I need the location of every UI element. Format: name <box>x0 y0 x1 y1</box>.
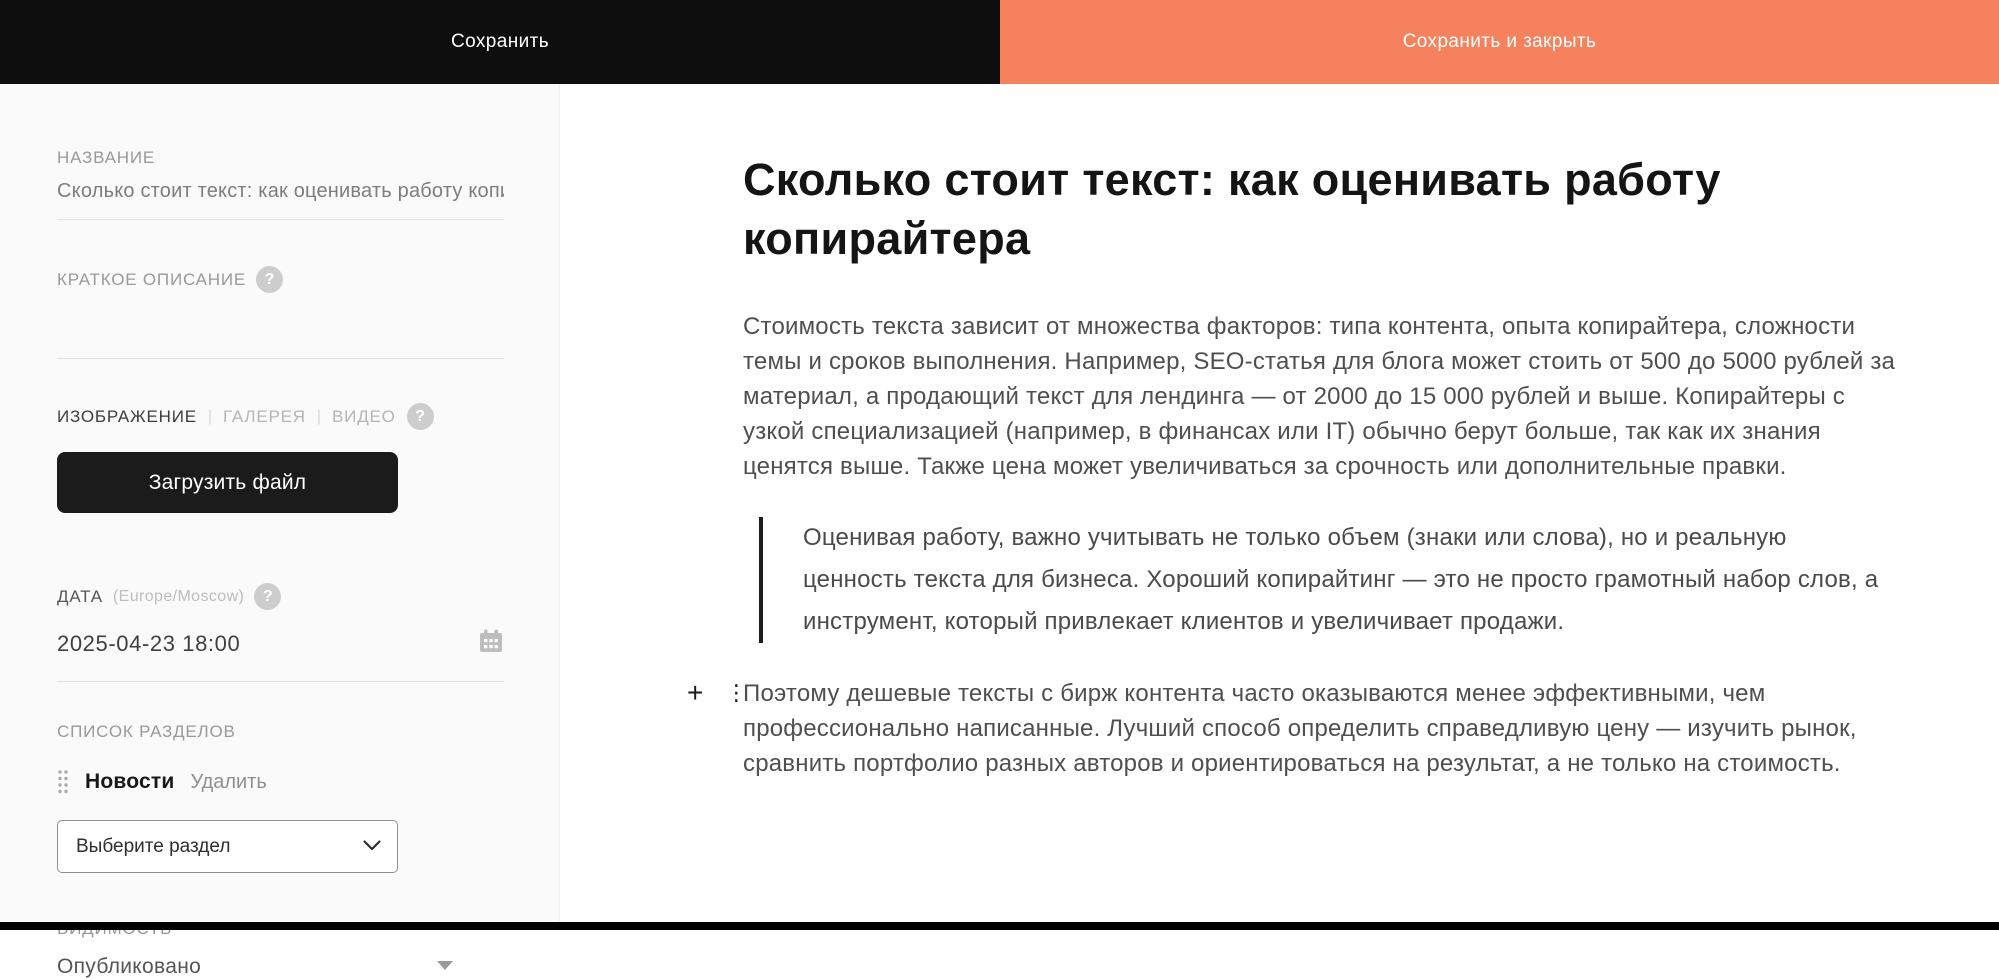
article-editor <box>560 84 1999 930</box>
upload-file-button[interactable]: Загрузить файл <box>57 452 398 513</box>
sections-list-label: СПИСОК РАЗДЕЛОВ <box>57 722 236 741</box>
article-paragraph[interactable]: Поэтому дешевые тексты с бирж контента часто оказываются менее эффективными, чем профессионально написанные. Лучший способ определить справедливую цену — изучить рынок, сравнить портфолио разных авторов и ориентироваться на результат, а не только на стоимость. <box>743 679 1857 777</box>
article-paragraph[interactable]: Стоимость текста зависит от множества факторов: типа контента, опыта копирайтера, сложности темы и сроков выполнения. Например, SEO-статья для блога может стоить от 500 до 5000 рублей за материал, а продающий текст для лендинга — от 2000 до 15 000 рублей и выше. Копирайтеры с узкой специализацией (например, в финансах или IT) обычно берут больше, так как их знания ценятся выше. Также цена может увеличиваться за срочность или дополнительные правки. <box>743 312 1896 480</box>
section-delete-link[interactable]: Удалить <box>190 770 267 793</box>
help-icon[interactable]: ? <box>407 403 434 430</box>
help-icon[interactable]: ? <box>256 266 283 293</box>
visibility-value: Опубликовано <box>57 955 202 978</box>
section-select-value: Выберите раздел <box>76 835 231 857</box>
add-block-icon[interactable]: + <box>687 677 704 709</box>
description-input[interactable] <box>57 301 504 359</box>
date-field-label: ДАТА <box>57 586 103 606</box>
date-value[interactable]: 2025-04-23 18:00 <box>57 630 241 656</box>
caret-down-icon <box>437 961 453 970</box>
article-blockquote[interactable]: Оценивая работу, важно учитывать не только объем (знаки или слова), но и реальную ценность текста для бизнеса. Хороший копирайтинг — это не просто грамотный набор слов, а инструмент, который привлекает клиентов и увеличивает продажи. <box>759 517 1879 643</box>
tab-separator: | <box>207 407 213 425</box>
top-action-bar <box>0 0 1999 84</box>
tab-image[interactable]: ИЗОБРАЖЕНИЕ <box>57 406 197 426</box>
calendar-icon[interactable] <box>478 628 504 659</box>
tab-separator: | <box>316 407 322 425</box>
article-title[interactable]: Сколько стоит текст: как оценивать работу копирайтера <box>743 154 1721 265</box>
section-list-item <box>57 768 504 796</box>
visibility-select[interactable] <box>57 955 505 979</box>
title-input[interactable] <box>57 180 504 220</box>
save-and-close-button[interactable]: Сохранить и закрыть <box>1000 0 1999 84</box>
drag-handle-icon[interactable] <box>57 768 69 796</box>
block-controls <box>687 676 747 711</box>
title-field-label: НАЗВАНИЕ <box>57 148 156 167</box>
tab-video[interactable]: ВИДЕО <box>332 406 396 426</box>
date-timezone-label: (Europe/Moscow) <box>112 587 245 605</box>
section-select[interactable] <box>57 820 398 873</box>
section-name: Новости <box>85 770 175 793</box>
description-field-label: КРАТКОЕ ОПИСАНИЕ <box>57 269 247 289</box>
chevron-down-icon <box>363 838 381 856</box>
block-menu-icon[interactable]: ⋮ <box>725 680 748 706</box>
help-icon[interactable]: ? <box>254 583 281 610</box>
save-button[interactable]: Сохранить <box>0 0 1000 84</box>
settings-sidebar <box>0 84 560 978</box>
tab-gallery[interactable]: ГАЛЕРЕЯ <box>223 406 306 426</box>
bottom-window-edge <box>0 922 1999 930</box>
